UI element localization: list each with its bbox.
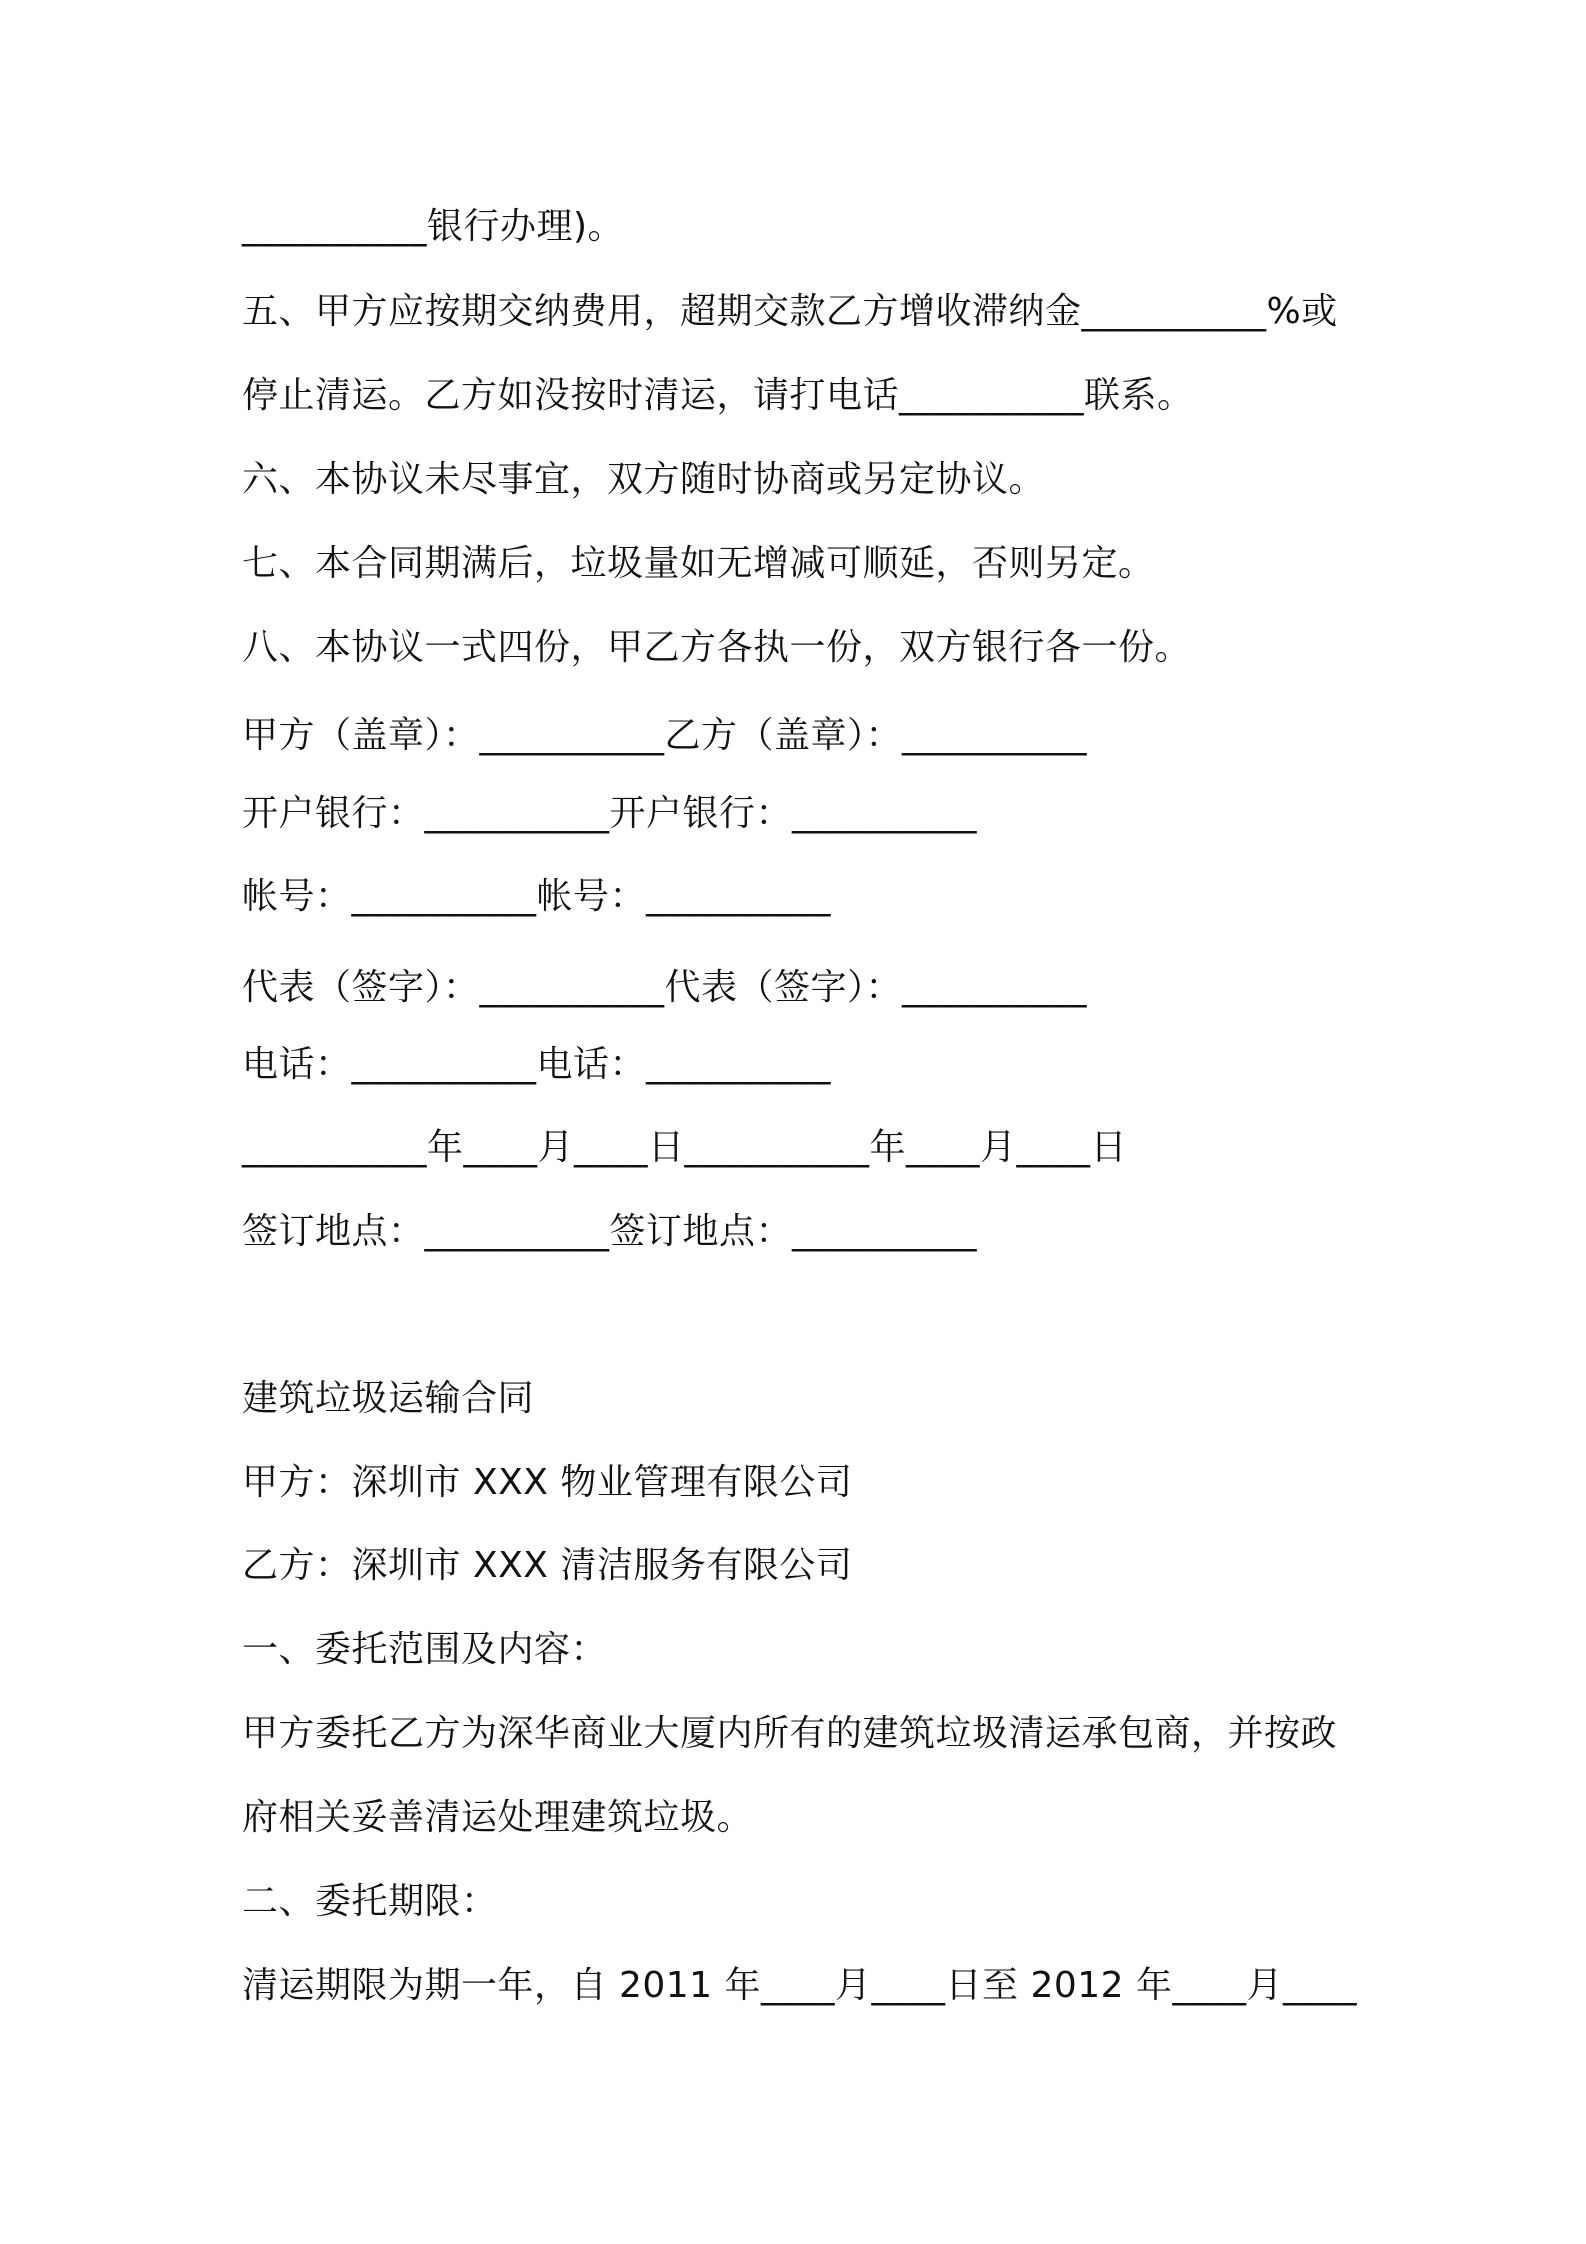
account-line: 帐号：__________帐号：__________ [242,876,832,917]
clause-5-line-2: 停止清运。乙方如没按时清运，请打电话__________联系。 [242,375,1194,416]
section-2-text: 清运期限为期一年，自 2011 年____月____日至 2012 年____月____ [242,1965,1358,2006]
bank-line: 开户银行：__________开户银行：__________ [242,793,978,834]
representative-line: 代表（签字）：__________代表（签字）：__________ [242,967,1088,1008]
section-1-heading: 一、委托范围及内容： [242,1629,608,1670]
party-a: 甲方：深圳市 XXX 物业管理有限公司 [242,1462,853,1503]
clause-8: 八、本协议一式四份，甲乙方各执一份，双方银行各一份。 [242,627,1192,668]
signing-place-line: 签订地点：__________签订地点：__________ [242,1211,978,1252]
paragraph-bank-handling: __________银行办理)。 [242,206,625,247]
section-2-heading: 二、委托期限： [242,1881,498,1922]
clause-7: 七、本合同期满后，垃圾量如无增减可顺延，否则另定。 [242,543,1155,584]
phone-line: 电话：__________电话：__________ [242,1044,832,1085]
clause-6: 六、本协议未尽事宜，双方随时协商或另定协议。 [242,459,1046,500]
party-b: 乙方：深圳市 XXX 清洁服务有限公司 [242,1545,853,1586]
signature-seal-line: 甲方（盖章）：__________乙方（盖章）：__________ [242,715,1088,756]
section-1-text-line-2: 府相关妥善清运处理建筑垃圾。 [242,1797,754,1838]
clause-5-line-1: 五、甲方应按期交纳费用，超期交款乙方增收滞纳金__________%或 [242,291,1338,332]
date-line: __________年____月____日__________年____月____日 [242,1127,1127,1168]
contract-title: 建筑垃圾运输合同 [242,1378,535,1419]
section-1-text-line-1: 甲方委托乙方为深华商业大厦内所有的建筑垃圾清运承包商，并按政 [242,1713,1338,1754]
